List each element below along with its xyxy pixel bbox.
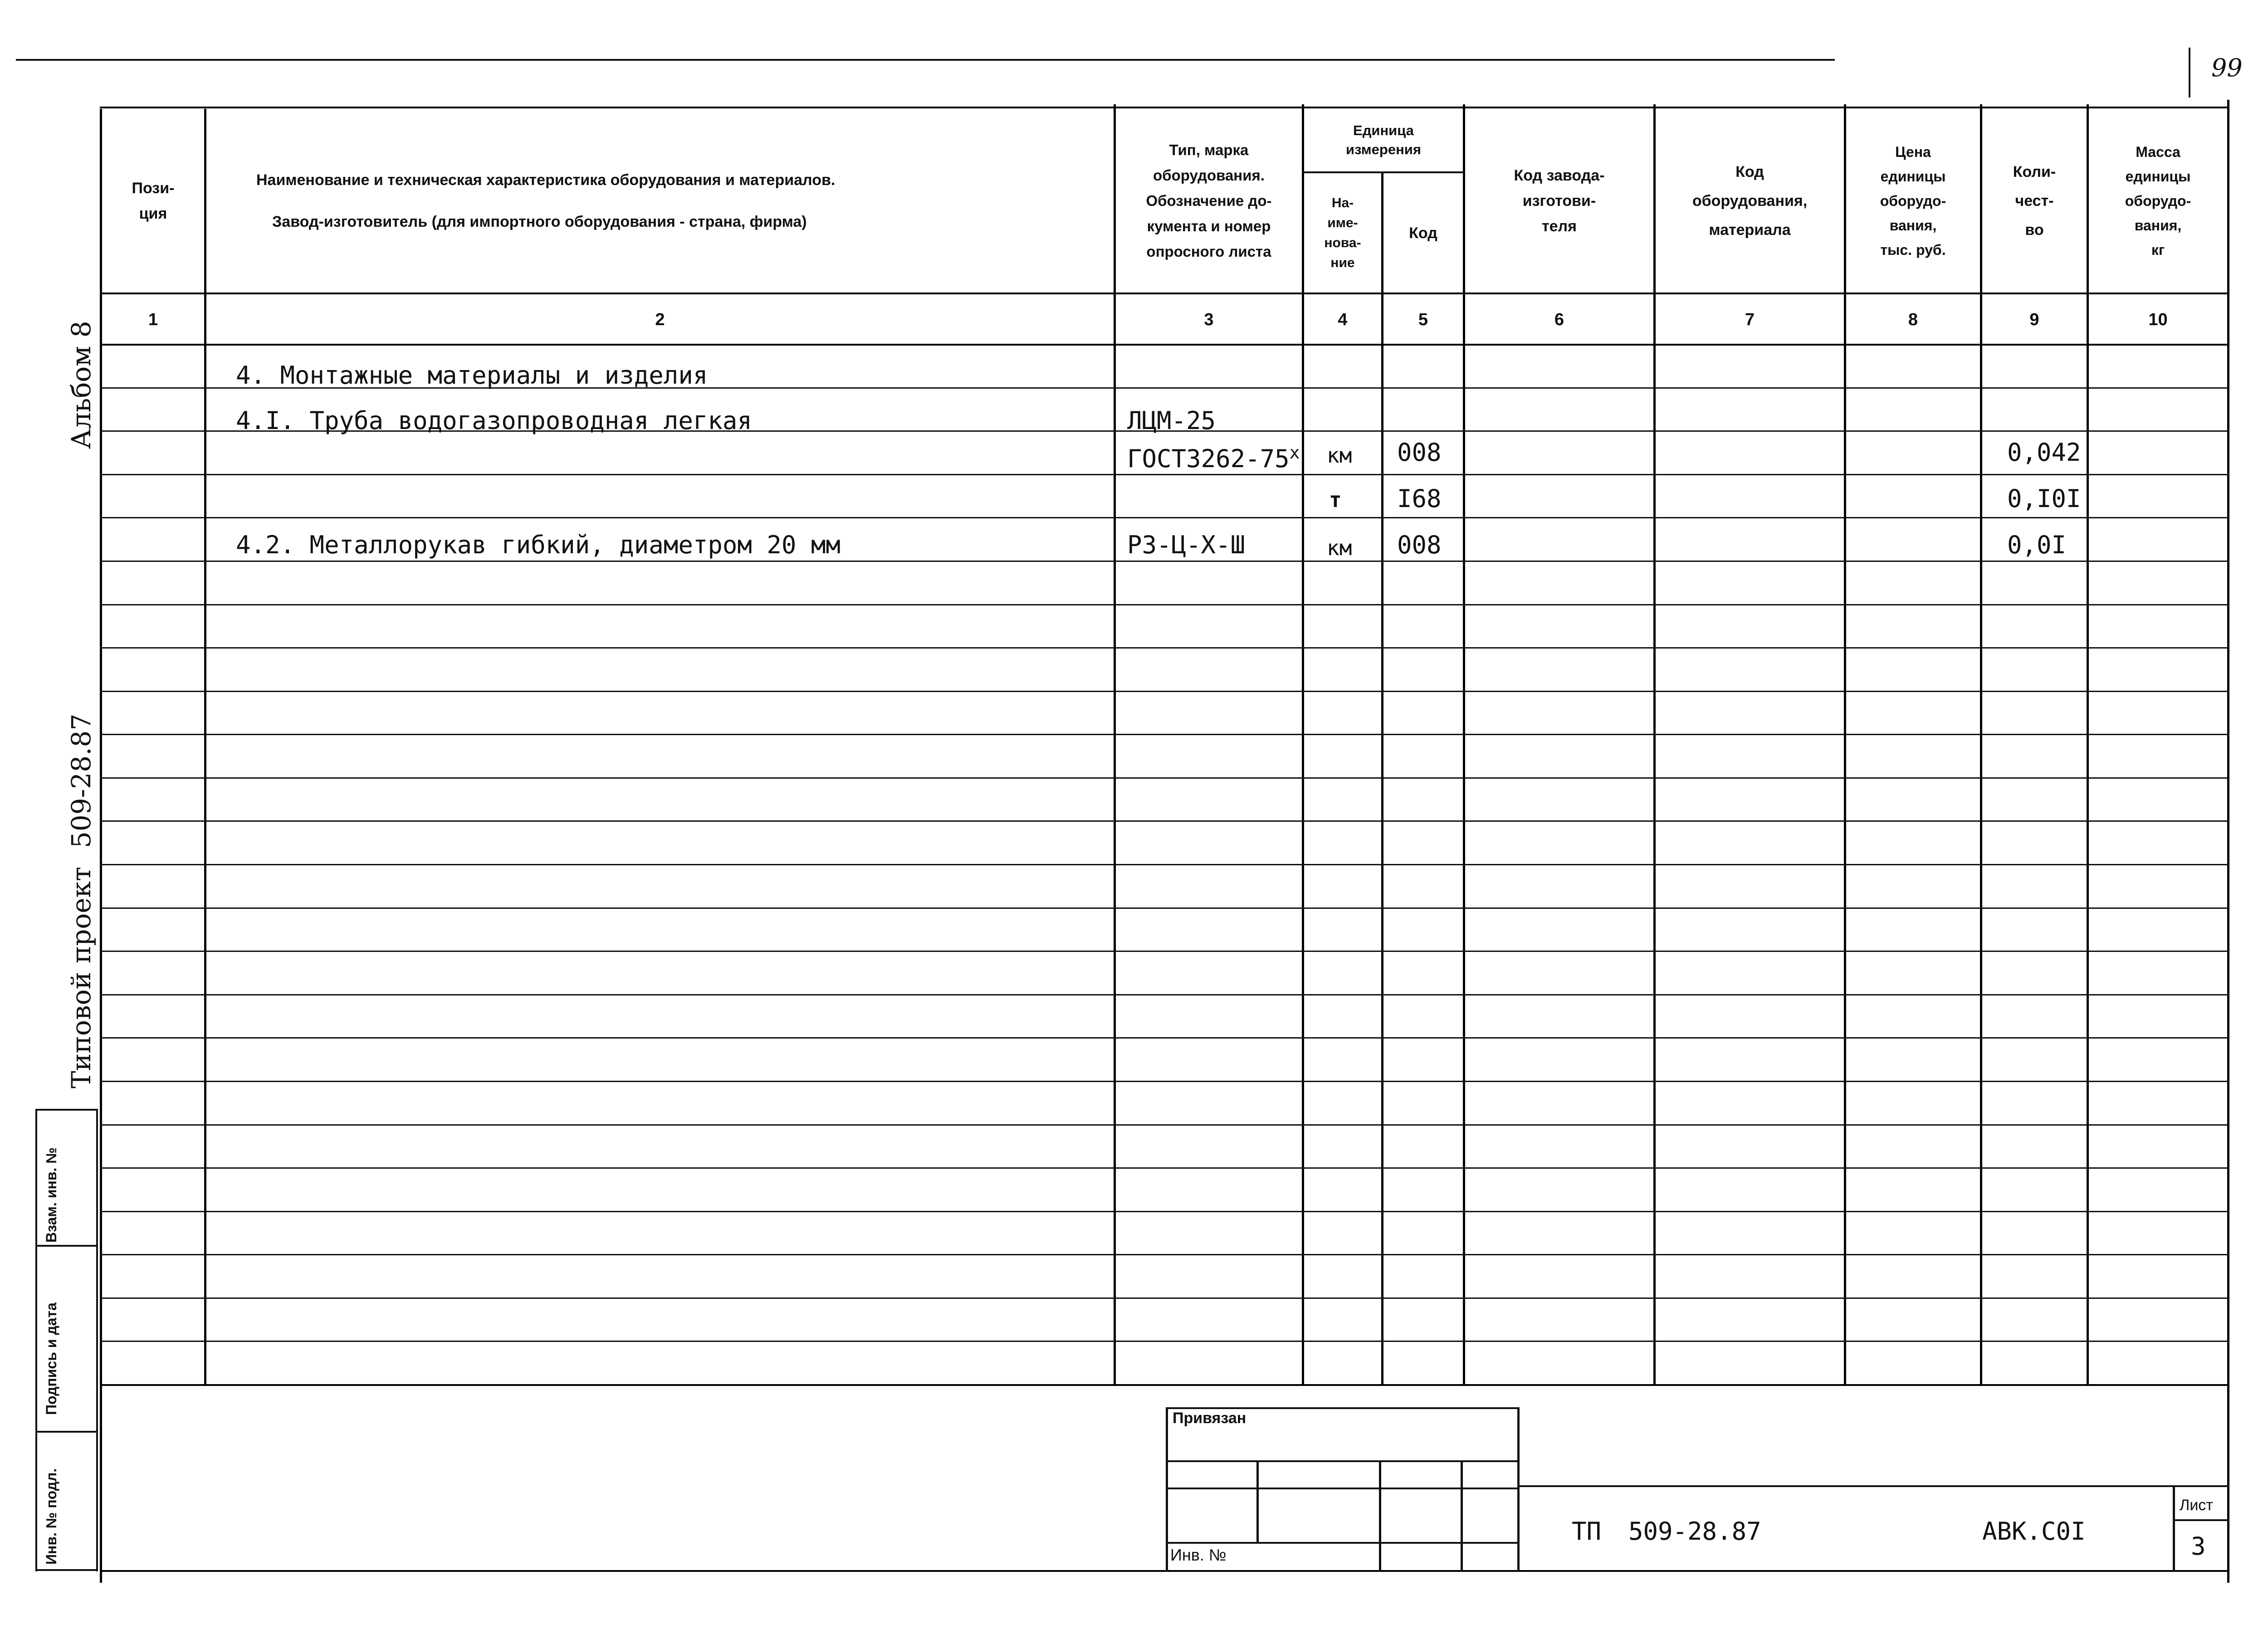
- row-name: 4.2. Металлорукав гибкий, диаметром 20 мм: [236, 531, 841, 559]
- inv-no-label: Инв. №: [1170, 1546, 1227, 1564]
- row-qty: 0,0I: [2007, 531, 2067, 559]
- colnum-5: 5: [1418, 310, 1428, 329]
- sheet-number: 3: [2191, 1532, 2206, 1561]
- privyazan-line-4: [1166, 1542, 1520, 1544]
- privyazan-div-2: [1379, 1460, 1381, 1571]
- colnum-9: 9: [2029, 310, 2039, 329]
- tp-label: ТП: [1572, 1517, 1602, 1546]
- table-row-line: [100, 1341, 2229, 1342]
- header-unit-group: Единица измерения: [1346, 122, 1421, 157]
- header-type: Тип, марка оборудования. Обозначение до- кумента и номер опросного листа: [1146, 141, 1272, 260]
- colnum-10: 10: [2148, 310, 2168, 329]
- table-row-line: [100, 820, 2229, 822]
- table-row-line: [100, 951, 2229, 952]
- row-unit: т: [1329, 488, 1342, 512]
- table-row-line: [100, 1037, 2229, 1039]
- strip-line-2: [35, 1245, 98, 1247]
- table-row-line: [100, 734, 2229, 735]
- header-top-line: [100, 107, 2229, 108]
- table-row-line: [100, 691, 2229, 692]
- side-album: Альбом 8: [66, 321, 97, 449]
- side-vzam: Взам. инв. №: [43, 1147, 59, 1243]
- table-row-line: [100, 647, 2229, 649]
- table-row-line: [100, 517, 2229, 518]
- sheet-label: Лист: [2180, 1497, 2213, 1514]
- header-mass: Масса единицы оборудо- вания, кг: [2125, 143, 2191, 258]
- header-bottom-line: [100, 293, 2229, 294]
- strip-left-line: [35, 1109, 37, 1571]
- row-qty: 0,I0I: [2007, 484, 2081, 513]
- header-name-text-2: Завод-изготовитель (для импортного оборудования - страна, фирма): [272, 213, 807, 230]
- colnum-7: 7: [1745, 310, 1755, 329]
- privyazan-div-3: [1461, 1460, 1463, 1571]
- row-code: 008: [1397, 438, 1442, 467]
- header-price: Цена единицы оборудо- вания, тыс. руб.: [1880, 143, 1946, 258]
- row-unit: км: [1327, 443, 1352, 468]
- tp-number: 509-28.87: [1628, 1517, 1761, 1546]
- colnum-2: 2: [655, 310, 665, 329]
- table-row-line: [100, 604, 2229, 605]
- table-row-line: [100, 474, 2229, 475]
- table-row-line: [100, 561, 2229, 562]
- table-row-line: [100, 777, 2229, 779]
- strip-line-3: [35, 1431, 98, 1433]
- strip-line-1: [35, 1109, 98, 1111]
- page-number: 99: [2211, 54, 2243, 82]
- colnum-1: 1: [148, 310, 158, 329]
- header-position: Пози- ция: [132, 179, 175, 222]
- sheet-box-left: [2173, 1485, 2175, 1571]
- table-row-line: [100, 864, 2229, 865]
- colnum-6: 6: [1554, 310, 1564, 329]
- table-row-line: [100, 1124, 2229, 1126]
- row-name: 4.I. Труба водогазопроводная легкая: [236, 406, 752, 435]
- header-maker-code: Код завода- изготови- теля: [1514, 166, 1605, 235]
- header-quantity: Коли- чест- во: [2013, 163, 2056, 239]
- table-row-line: [100, 1081, 2229, 1082]
- privyazan-line-3: [1166, 1488, 1520, 1489]
- colnum-8: 8: [1908, 310, 1918, 329]
- header-name-text-1: Наименование и техническая характеристика оборудования и материалов.: [256, 171, 836, 189]
- page-number-divider: [2189, 48, 2190, 98]
- header-unit-code: Код: [1409, 224, 1437, 242]
- colnum-3: 3: [1204, 310, 1214, 329]
- header-name: [206, 109, 1114, 293]
- table-row-line: [100, 907, 2229, 909]
- row-type-superscript: x: [1289, 443, 1300, 463]
- table-row-line: [100, 1297, 2229, 1299]
- row-unit: км: [1327, 536, 1352, 560]
- table-right-border: [2227, 100, 2229, 1583]
- privyazan-div-1: [1256, 1460, 1259, 1542]
- table-row-line: [100, 994, 2229, 995]
- row-qty: 0,042: [2007, 438, 2081, 467]
- privyazan-line-2: [1166, 1460, 1520, 1462]
- table-row-line: [100, 1254, 2229, 1255]
- table-bottom-line: [100, 1384, 2229, 1386]
- row-name: 4. Монтажные материалы и изделия: [236, 361, 708, 390]
- sheet-box-divider: [2173, 1519, 2229, 1521]
- title-block-top: [1517, 1485, 2229, 1487]
- privyazan-top: [1166, 1407, 1520, 1409]
- side-project-number: 509-28.87: [66, 713, 97, 848]
- table-row-line: [100, 1167, 2229, 1169]
- side-inv: Инв. № подл.: [43, 1468, 59, 1565]
- title-block-bottom: [100, 1570, 2229, 1572]
- side-project-type: Типовой проект: [66, 867, 97, 1088]
- side-podpis: Подпись и дата: [43, 1302, 59, 1415]
- row-type: [1127, 438, 1300, 473]
- top-border: [16, 59, 1835, 61]
- col-divider-4: [1381, 172, 1383, 1385]
- strip-right-line: [96, 1109, 98, 1571]
- privyazan-left: [1166, 1407, 1168, 1571]
- row-type-text: ГОСТ3262-75: [1127, 444, 1290, 473]
- header-equipment-code: Код оборудования, материала: [1692, 163, 1808, 239]
- row-type: РЗ-Ц-Х-Ш: [1127, 531, 1246, 559]
- row-type: ЛЦМ-25: [1127, 406, 1216, 435]
- header-unit-name: На- име- нова- ние: [1324, 195, 1361, 270]
- doc-code: АВК.С0I: [1982, 1517, 2086, 1546]
- privyazan-label: Привязан: [1173, 1410, 1246, 1427]
- table-row-line: [100, 1211, 2229, 1212]
- privyazan-right: [1517, 1407, 1520, 1571]
- strip-line-4: [35, 1569, 98, 1571]
- row-code: 008: [1397, 531, 1442, 559]
- row-code: I68: [1397, 484, 1442, 513]
- colnum-4: 4: [1338, 310, 1348, 329]
